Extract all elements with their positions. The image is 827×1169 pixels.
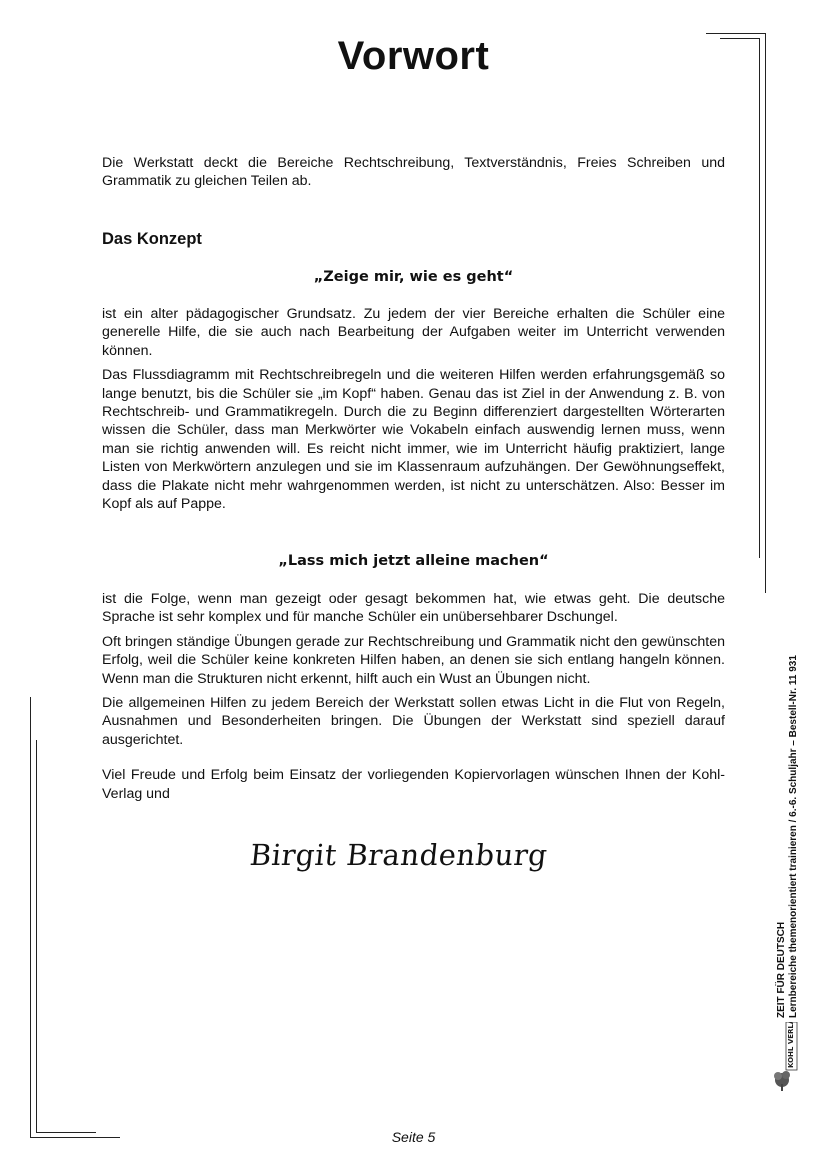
paragraph-5: Die allgemeinen Hilfen zu jedem Bereich der Werkstatt sollen etwas Licht in die Flut von Regeln, Ausnahmen und Besonderheiten bringen. Die Übungen der Werkstatt sind speziell darauf ausgerichtet. [102, 695, 725, 748]
signature: Birgit Brandenburg [248, 838, 550, 872]
page-title: Vorwort [337, 34, 490, 78]
quote-heading-2: „Lass mich jetzt alleine machen“ [278, 553, 549, 569]
paragraph-4: Oft bringen ständige Übungen gerade zur Rechtschreibung und Grammatik nicht den gewünschten Erfolg, weil die Schüler keine konkreten Hilfen haben, an denen sie sich entlang hangeln können. Wenn man die Strukturen nicht erkennt, hilft auch ein Wust an Übungen nicht. [102, 633, 725, 687]
intro-paragraph: Die Werkstatt deckt die Bereiche Rechtschreibung, Textverständnis, Freies Schreiben und Grammatik zu gleichen Teilen ab. [102, 155, 725, 190]
side-publication-info [776, 655, 799, 1018]
kohl-verlag-logo-icon [770, 1022, 798, 1092]
frame-right-vertical [765, 33, 766, 593]
paragraph-6: Viel Freude und Erfolg beim Einsatz der vorliegenden Kopiervorlagen wünschen Ihnen der Kohl-Verlag und [102, 767, 725, 802]
frame-right-vertical-inner [759, 38, 760, 558]
paragraph-2: Das Flussdiagramm mit Rechtschreibregeln und die weiteren Hilfen werden erfahrungsgemäß so lange benutzt, bis die Schüler sie „im Kopf“ haben. Genau das ist Ziel in der Anwendung z. B. von Rechtschreib- und Grammatikregeln. Durch die zu Beginn differenziert dargestellten Wörterarten wissen die Schüler, dass man Merkwörter wie Vokabeln einfach auswendig lernen muss, wenn man sie richtig anwenden will. Es reicht nicht immer, wie im Unterricht häufig praktiziert, lange Listen von Merkwörtern anzulegen und sie im Klassenraum aufzuhängen. Der Gewöhnungseffekt, dass die Plakate nicht mehr wahrgenommen werden, ist nicht zu unterschätzen. Also: Besser im Kopf als auf Pappe. [102, 367, 725, 513]
side-series-title: ZEIT FÜR DEUTSCH [776, 921, 787, 1018]
quote-heading-1: „Zeige mir, wie es geht“ [313, 269, 514, 285]
logo-text: KOHL VERLAG [787, 1022, 795, 1068]
page-number: Seite 5 [391, 1129, 436, 1145]
frame-left-vertical [30, 697, 31, 1137]
frame-left-vertical-inner [36, 740, 37, 1133]
paragraph-1: ist ein alter pädagogischer Grundsatz. Zu jedem der vier Bereiche erhalten die Schüler eine generelle Hilfe, die sie auch nach Bearbeitung der Aufgaben weiter im Unterricht verwenden können. [102, 306, 725, 359]
section-heading: Das Konzept [102, 230, 202, 248]
publisher-logo [770, 1022, 798, 1092]
side-series-subtitle: Lernbereiche themenorientiert trainieren / 6.-6. Schuljahr – Bestell-Nr. 11 931 [787, 655, 799, 1018]
paragraph-3: ist die Folge, wenn man gezeigt oder gesagt bekommen hat, wie etwas geht. Die deutsche Sprache ist sehr komplex und für manche Schüler ein unübersehbarer Dschungel. [102, 591, 725, 626]
